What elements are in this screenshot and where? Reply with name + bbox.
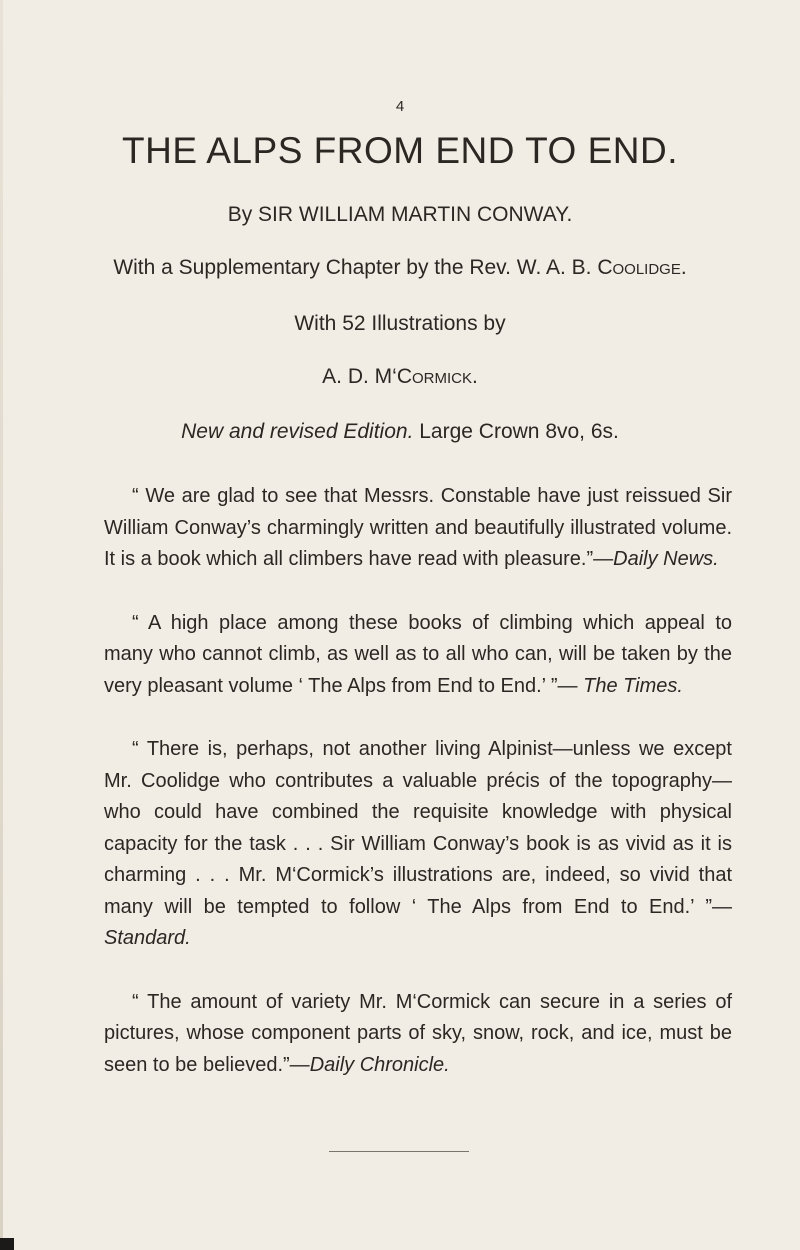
page-edge-shadow — [0, 0, 3, 1250]
supplement-author: Coolidge. — [597, 256, 687, 279]
review-times — [104, 608, 732, 703]
review-daily-chronicle — [104, 987, 732, 1082]
edition-label: New and revised Edition. — [181, 420, 414, 443]
supplement-prefix: With a Supplementary Chapter by the Rev. W. A. B. — [113, 256, 598, 279]
page-corner-mark — [0, 1238, 14, 1250]
illustrator-line: A. D. M‘Cormick. — [322, 365, 478, 388]
closing-rule — [329, 1151, 469, 1152]
reviews-section — [104, 481, 732, 1081]
review-quote: “ There is, perhaps, not another living Alpinist—unless we except Mr. Coolidge who contributes a valuable précis of the topography—who could have combined the requisite knowledge with physical capacity for the task . . . Sir William Conway’s book is as vivid as it is charming . . . Mr. M‘Cormick’s illustrations are, indeed, so vivid that many will be tempted to follow ‘ The Alps from End to End.’ ”— — [104, 738, 732, 918]
review-source: Standard. — [104, 927, 191, 949]
book-title: THE ALPS FROM END TO END. — [122, 130, 678, 171]
review-quote: “ The amount of variety Mr. M‘Cormick can secure in a series of pictures, whose component parts of sky, snow, rock, and ice, must be seen to be believed.”— — [104, 990, 732, 1076]
review-source: Daily News. — [613, 548, 719, 570]
review-quote: “ A high place among these books of climbing which appeal to many who cannot climb, as well as to all who can, will be taken by the very pleasant volume ‘ The Alps from End to End.’ ”— — [104, 611, 732, 697]
edition-details: Large Crown 8vo, 6s. — [413, 420, 619, 443]
edition-line — [0, 420, 800, 444]
review-source: The Times. — [583, 674, 683, 697]
page-number: 4 — [395, 98, 405, 115]
illustrations-line: With 52 Illustrations by — [294, 312, 506, 335]
supplement-line — [0, 256, 800, 280]
review-source: Daily Chronicle. — [309, 1053, 450, 1076]
review-quote: “ We are glad to see that Messrs. Constable have just reissued Sir William Conway’s charmingly written and beautifully illustrated volume. It is a book which all climbers have read with pleasure.”— — [104, 485, 732, 570]
author-line: By SIR WILLIAM MARTIN CONWAY. — [227, 203, 573, 226]
review-daily-news — [104, 481, 732, 576]
review-standard — [104, 734, 732, 955]
